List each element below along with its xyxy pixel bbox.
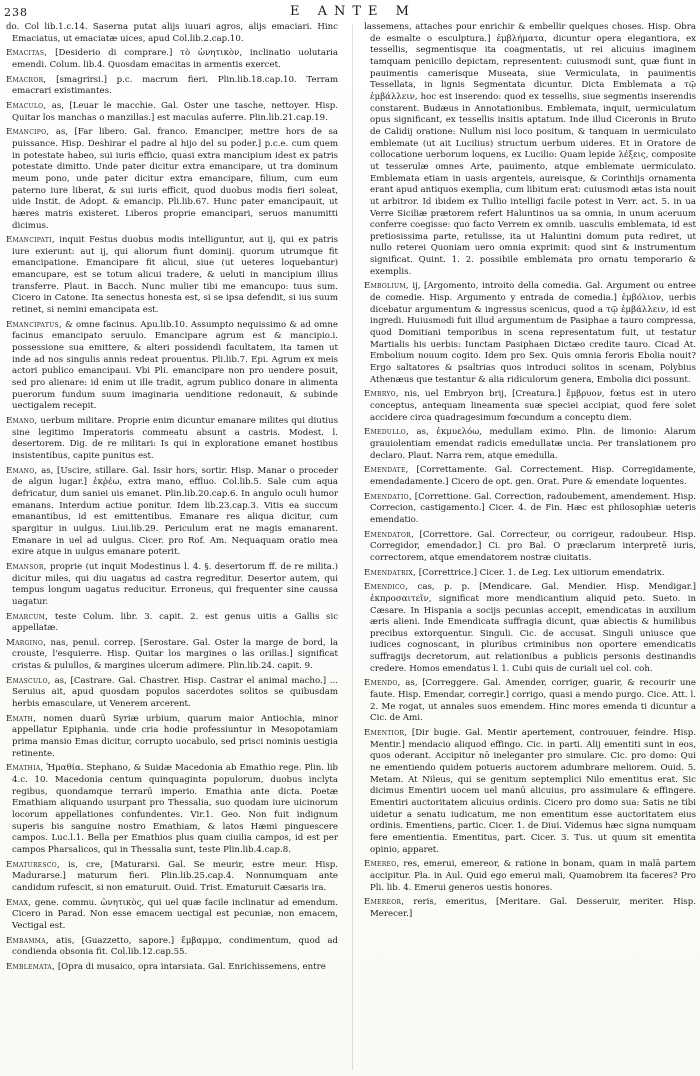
- dictionary-entry: [364, 568, 696, 580]
- entry-text: [Correttrice.] Cicer. 1. de Leg. Lex uitiorum emendatrix.: [418, 567, 665, 578]
- dictionary-entry: [6, 714, 338, 761]
- dictionary-entry: [6, 962, 338, 974]
- entry-headword: Ematuresco,: [6, 859, 61, 870]
- entry-text: [Correttione. Gal. Correction, radoubement, amendement. Hisp. Correcion, castigamento.] Cicer. 4. de Fin. Hæc est philosophiæ ueteris emendatio.: [370, 491, 696, 525]
- dictionary-entry: [364, 897, 696, 920]
- dictionary-entry: [364, 728, 696, 856]
- entry-text: inquit Festus duobus modis intelliguntur, aut ij, qui ex patris iure exierunt: aut ij, qui aliorum fiunt dominij. quorum utrumque fit emancipatione. Emancipare fit alicui, siue (ut ueteres loquebantur) emancupare, est se totum alicui tradere, & ueluti in mancipium illius transferre. Plaut. in Bacch. Nunc mulier tibi me emancupo: tuus sum. Cicero in Catone. Ita senectus honesta est, si se ipsa defendit, si ius suum retinet, si nemini emancipata est.: [12, 235, 338, 316]
- entry-headword: Emacror,: [6, 74, 47, 85]
- entry-text: & omne facinus. Apu.lib.10. Assumpto nequissimo & ad omne facinus emancipato seruulo. Emancipare agrum est & mancipio.i. possessione sua emittere, & alteri possidendi facultatem, ita tamen ut inde ad nos singulis annis redeat prouentus. Pli.lib.7. Epi. Agrum ex meis actori publico emancipaui. Vbi Pli. emancipare non pro uendere posuit, sed pro alienare: id enim ut ille tradit, agrum publico donare in alimenta puerorum fundum suum imaginaria uenditione redonauit, & subinde uectigalem recepit.: [12, 319, 338, 412]
- entry-headword: Embamma,: [6, 935, 49, 946]
- entry-text: [Opra di musaico, opra intarsiata. Gal. Enrichissemens, entre: [57, 961, 326, 972]
- dictionary-entry: [6, 638, 338, 673]
- dictionary-entry: [364, 427, 696, 462]
- dictionary-entry: [364, 859, 696, 894]
- entry-headword: Emereor,: [364, 897, 405, 908]
- entry-text: [smagrirsi.] p.c. macrum fieri. Plin.lib.18.cap.10. Terram emacrari existimantes.: [12, 74, 338, 97]
- entry-text: as, [Leuar le macchie. Gal. Oster une tasche, nettoyer. Hisp. Quitar los manchas o manzillas.] est maculas auferre. Plin.lib.21.cap.19.: [12, 100, 338, 123]
- entry-text: teste Colum. libr. 3. capit. 2. est genus uitis a Gallis sic appellatæ.: [12, 611, 338, 634]
- dictionary-entry: [364, 389, 696, 424]
- entry-text: as, ἐκμυελόω, medullam eximo. Plin. de limonio: Alarum grauiolentiam emendat radicis emedullatæ uncia. Per translationem pro declaro. Plaut. Narra rem, atque emedulla.: [370, 427, 696, 461]
- dictionary-entry: [364, 582, 696, 675]
- entry-headword: Emendator,: [364, 529, 415, 540]
- entry-headword: Ementior,: [364, 728, 408, 739]
- dictionary-entry: [6, 466, 338, 559]
- entry-text: do. Col lib.1.c.14. Saserna putat alijs iuuari agros, alijs emaciari. Hinc Emaciatus, ut emaciatæ uices, apud Col.lib.2.cap.10.: [6, 22, 338, 44]
- entry-headword: Emansor,: [6, 561, 47, 572]
- dictionary-entry: [6, 320, 338, 413]
- entry-headword: Emano,: [6, 416, 38, 426]
- entry-headword: Emendatio,: [364, 491, 412, 502]
- dictionary-entry: [6, 48, 338, 71]
- entry-text: nomen duarū Syriæ urbium, quarum maior Antiochia, minor appellatur Epiphania. unde cria hodie professiuntur in Mesopotamiam prima mansio Emas dicitur, corrupto uocabulo, sed prisci nominis uestigia retinente.: [12, 713, 338, 759]
- dictionary-entry: [6, 22, 338, 45]
- dictionary-entry: [6, 127, 338, 232]
- entry-text: as, [Castrare. Gal. Chastrer. Hisp. Castrar el animal macho.] ... Seruius ait, apud quosdam populos sacerdotes solitos se quibusdam herbis emasculare, ut Venerem arcerent.: [12, 675, 338, 710]
- entry-headword: Emendico,: [364, 582, 409, 593]
- entry-text: nas, penul. correp. [Serostare. Gal. Oster la marge de bord, la crouste, l'esquierre. Hisp. Quitar los margines o las orillas.] significat cristas & pulullos, & margines ulcerum adimere. Plin.lib.24. capit. 9.: [12, 637, 338, 672]
- entry-headword: Emarcum,: [6, 611, 49, 622]
- entry-headword: Emedullo,: [364, 427, 409, 438]
- entry-headword: Emancipati,: [6, 235, 55, 246]
- entry-text: res, emerui, emereor, & ratione in bonam, quam in malā partem accipitur. Pla. in Aul. Quid ego emerui mali, Quamobrem ita faceres? Pro Pli. lib. 4. Emerui generos uestis honores.: [370, 859, 696, 893]
- entry-text: [Correttamente. Gal. Correctement. Hisp. Corregidamente, emendadamente.] Cicero de opt. gen. Orat. Pure & emendate loquentes.: [370, 465, 696, 487]
- entry-text: [Correttore. Gal. Correcteur, ou corrigeur, radoubeur. Hisp. Corregidor, emendador.] Ci. pro Bal. O præclarum interpretē iuris, correctorem, atque emendatorem nostræ ciuitatis.: [370, 529, 696, 563]
- entry-headword: Emereo,: [364, 859, 400, 870]
- entry-text: [Dir bugie. Gal. Mentir apertement, controuuer, feindre. Hisp. Mentir.] mendacio aliquod effingo. Cic. in parti. Alij ementiti sunt in eos, quos oderant. Accipitur nō ineleganter pro simulare. Cic. pro domo: Qui ne ementiendo quidem potueris auctorem adumbrare meliorem. Ouid. 5. Metam. At Nileus, qui se genitum septemplici Nilo ementitus erat. Sic dicimus Ementiri uocem uel manū alicuius, pro assimulare & effingere. Ementiri auctoritatem alicuius ordinis. Cicero pro domo sua: Satis ne tibi uidetur a senatu iudicatum, me non ementitum esse auctoritatem eius ordinis. Ementiens, partic. Cicer. 1. de Diui. Videmus hæc signa numquam fere ementientia. Ementitus, part. Cicer. 3. Tus. ut quum sit ementita opinio, apparet.: [370, 728, 696, 855]
- dictionary-entry: [6, 936, 338, 959]
- entry-headword: Emaculo,: [6, 100, 47, 111]
- dictionary-entry: [6, 898, 338, 933]
- entry-text: reris, emeritus, [Meritare. Gal. Desseruir, meriter. Hisp. Merecer.]: [370, 897, 696, 919]
- entry-text: as, [Far libero. Gal. franco. Emanciper, mettre hors de sa puissance. Hisp. Deshirar el padre al hijo del su poder.] p.c.e. cum quem in potestate habeo, sui iuris efficio, quasi extra mancipium idest ex patris potestate dimitto. Unde pater dicitur extra emancipare, ut tra dominum meum pono, unde pater dicitur extra emancipare, filium, cum eum paterno iure liberat, & sui iuris efficit, quod duobus modis fieri soleat, uide Instit. de Adopt. & emancip. Pli.lib.67. Hunc pater emancipauit, ut hæres matris existeret. Liberos proprie emancipari, seruos manumitti dicimus.: [12, 127, 338, 231]
- entry-headword: Embolium,: [364, 281, 409, 292]
- dictionary-entry: [6, 860, 338, 895]
- dictionary-entry: [6, 235, 338, 317]
- entry-text: atis, [Guazzetto, sapore.] ἔμβαμμα, condimentum, quod ad condienda obsonia fit. Col.lib.12.cap.55.: [12, 935, 338, 958]
- dictionary-entry: [364, 22, 696, 278]
- entry-text: as, [Correggere. Gal. Amender, corriger, guarir, & recourir une faute. Hisp. Emendar, corregir.] corrigo, quasi a mendo purgo. Cice. Att. l. 2. Me rogat, ut annales suos emendem. Hinc mores emenda ti dicuntur a Cic. de Ami.: [370, 678, 696, 724]
- entry-headword: Margino,: [6, 637, 47, 648]
- entry-text: [Desiderio di comprare.] τὸ ὠνητικὸν, inclinatio uolutaria emendi. Colum. lib.4. Quosdam emacitas in armentis exercet.: [12, 48, 338, 70]
- entry-text: ij, [Argomento, introito della comedia. Gal. Argument ou entree de comedie. Hisp. Argumento y entrada de comedia.] ἐμβόλιον, uerbis dicebatur argumentum & ingressus scenicus, quod a τῷ ἐμβάλλειν, id est ingredi. Huiusmodi fuit illud argumentum de Pasiphae a tauro compressa, quod Domitiani temporibus in scena representatum fuit, ut testatur Martialis his uerbis: Iunctam Pasiphaen Dictæo credite tauro. Cicad At. Embolium nouum cogito. Idem pro Sex. Quis omnia feroris Ebolia nouit? Ergo saltatores & psaltrias quos introduci solitos in scenam, Polybius Athenæus que testantur & alia ridiculorum genera, Embolia dici possunt.: [370, 281, 696, 385]
- entry-headword: Emathia,: [6, 763, 44, 774]
- entry-headword: Emendate,: [364, 465, 409, 476]
- entry-headword: Emasculo,: [6, 675, 51, 686]
- column-divider: [352, 24, 353, 1070]
- dictionary-entry: [6, 676, 338, 711]
- entry-headword: Emax,: [6, 897, 32, 908]
- dictionary-entry: [6, 75, 338, 98]
- entry-text: uerbum militare. Proprie enim dicuntur emanare milites qui diutius sine legitimo Imperatoris commeatu absunt a castris. Modest. l. desertorem. Dig. de re militari: Is qui in exploratione emanet hostibus insistentibus, capite punitus est.: [12, 416, 338, 461]
- entry-headword: Emath,: [6, 713, 37, 724]
- dictionary-entry: [6, 416, 338, 463]
- entry-headword: Emblemata,: [6, 961, 56, 972]
- entry-headword: Embryo,: [364, 389, 399, 400]
- entry-text: is, cre, [Maturarsi. Gal. Se meurir, estre meur. Hisp. Madurarse.] maturum fieri. Plin.lib.25.cap.4. Nonnumquam ante candidum rufescit, si non ematuruit. Ouid. Trist. Ematuruit Cæsaris ira.: [12, 859, 338, 893]
- dictionary-entry: [364, 465, 696, 488]
- dictionary-entry: [364, 678, 696, 725]
- dictionary-entry: [364, 492, 696, 527]
- entry-headword: Emacitas,: [6, 48, 48, 59]
- entry-headword: Emancipo,: [6, 127, 50, 138]
- dictionary-entry: [6, 763, 338, 856]
- dictionary-entry: [6, 612, 338, 635]
- entry-text: as, [Uscire, stillare. Gal. Issir hors, sortir. Hisp. Manar o proceder de algun lugar.] ἐκῤέω, extra mano, effluo. Col.lib.5. Sale cum aqua defricatur, dum saniei uis emanet. Plin.lib.20.cap.6. In angulo oculi humor emanans. Interdum actiue ponitur. Idem lib.23.cap.3. Vitis ea succum emanantibus, id est emittentibus. Emanare res aliqua dicitur, cum spargitur in uulgus. Liui.lib.29. Periculum erat ne magis emanarent. Emanare in uel ad uulgus. Cicer. pro Rof. Am. Nequaquam oratio mea exire atque in uulgus emanare poterit.: [12, 465, 338, 558]
- left-column: [6, 22, 338, 1072]
- entry-text: cas, p. p. [Mendicare. Gal. Mendier. Hisp. Mendigar.] ἐκπροσαιτεῖν, significat more mendicantium aliquid peto. Sueto. in Cæsare. In Hispania a socijs pecunias accepit, emendicatas in auxilium æris alieni. Inde Emendicata suffragia dicunt, quæ abiectis & humilibus precibus extorquentur. Singuli. Cic. de accusat. Singuli uniusce que iudices cognoscant, in pluribus criminibus non oportere emendicatis suffragijs decretorum, aut relationibus a publicis personis destinandis credere. Homos emendatus l. 1. Cubi quis de curiali uel col. coh.: [370, 582, 696, 674]
- entry-headword: Emendatrix,: [364, 567, 417, 578]
- right-column: [364, 22, 696, 1072]
- entry-headword: Emendo,: [364, 678, 401, 689]
- entry-headword: Emano,: [6, 465, 38, 476]
- dictionary-entry: [364, 281, 696, 386]
- running-head: E ANTE M: [290, 4, 416, 19]
- dictionary-entry: [364, 530, 696, 565]
- entry-text: proprie (ut inquit Modestinus l. 4. §. desertorum ff. de re milita.) dicitur miles, qui diu uagatus ad castra regreditur. Desertor autem, qui tempus longum uagatus reducitur. Erroneus, qui frequenter sine caussa uagatur.: [12, 561, 338, 607]
- entry-text: Ἠμαθία. Stephano, & Suidæ Macedonia ab Emathio rege. Plin. lib 4.c. 10. Macedonia centum quinquaginta populorum, duobus inclyta regibus, quondamque terrarū imperio. Emathia ante dicta. Poetæ Emathiam aliquando usurpant pro Thessalia, suo quodam iure uicinorum locorum appellationes confundentes. Vir.1. Geo. Non fuit indignum superis bis sanguine nostro Emathiam, & latos Hæmi pinguescere campos. Luc.l.1. Bella per Emathios plus quam ciuilia campos, id est per campos Pharsalicos, qui in Thessalia sunt, teste Plin.lib.4.cap.8.: [12, 763, 338, 855]
- entry-text: lassemens, attaches pour enrichir & embellir quelques choses. Hisp. Obra de esmalte o esculptura.] ἐμβλήματα, dicuntur opera elegantiora, ex tessellis, segmentisque ita coagmentatis, ut rei alicuius imaginem tamquam penicillo depictam, representent: cuiusmodi sunt, quæ fiunt in pauimentis camerisque Museata, siue Vermiculata, in pauimentis Tessellata, in lignis Segmentata dicuntur. Dicta Emblemata a τῷ ἐμβάλλειν, hoc est inserendo: quod ex tessellis, siue segmentis inserendis constarent. Budæus in Annotationibus. Emblemata, inquit, uermiculatum opus significant, ex tessellis insitis aptatum. Inde illud Ciceronis in Bruto de Calidij oratione: Nullum nisi loco positum, & tanquam in uermiculato emblemate (ut ait Lucilius) structum uerbum uideres. Et in Oratore de collocatione uerborum loquens, ex Lucilio: Quam lepide λέξεις, composite ut tesserulæ omnes Arte, pauimento, atque emblemate uermiculato. Emblemata etiam in uasis argenteis, aureisque, & Corinthijs ornamenta erant apud antiquos exemplia, cum libitum erat: cuiusmodi ætas ista nouit ut arbitror. Id ibidem ex Tullio intelligi facile potest in Verr. act. 5. in ua Verre Siciliæ prætorem refert Haluntinos ua sa omnia, in unum aceruum conferre coegisse: quo facto Verrem ex omnib. uasculis emblemata, id est pretiosissima parte, retulisse, ita ut Haluntini domum puta rediret, ut nullo reterei Quoniam uero omnia exprimit: quod sint & instrumentum significat. Quint. 1. 2. possibile emblemata pro ornatu temporario & exemplis.: [364, 22, 696, 277]
- dictionary-entry: [6, 562, 338, 609]
- page-number: 238: [4, 6, 28, 19]
- page-header: [0, 4, 700, 22]
- entry-text: gene. commu. ὠνητικὸς, qui uel quæ facile inclinatur ad emendum. Cicero in Parad. Non esse emacem uectigal est pecuniæ, non emacem, Vectigal est.: [12, 897, 338, 931]
- entry-text: nis, uel Embryon brij, [Creatura.] ἔμβρυον, fœtus est in utero conceptus, antequam lineamenta suæ speciei accipiat, quod fere solet accidere circa quadragesimum fœcundum a conceptu diem.: [370, 389, 696, 423]
- entry-headword: Emancipatus,: [6, 319, 62, 330]
- dictionary-entry: [6, 101, 338, 124]
